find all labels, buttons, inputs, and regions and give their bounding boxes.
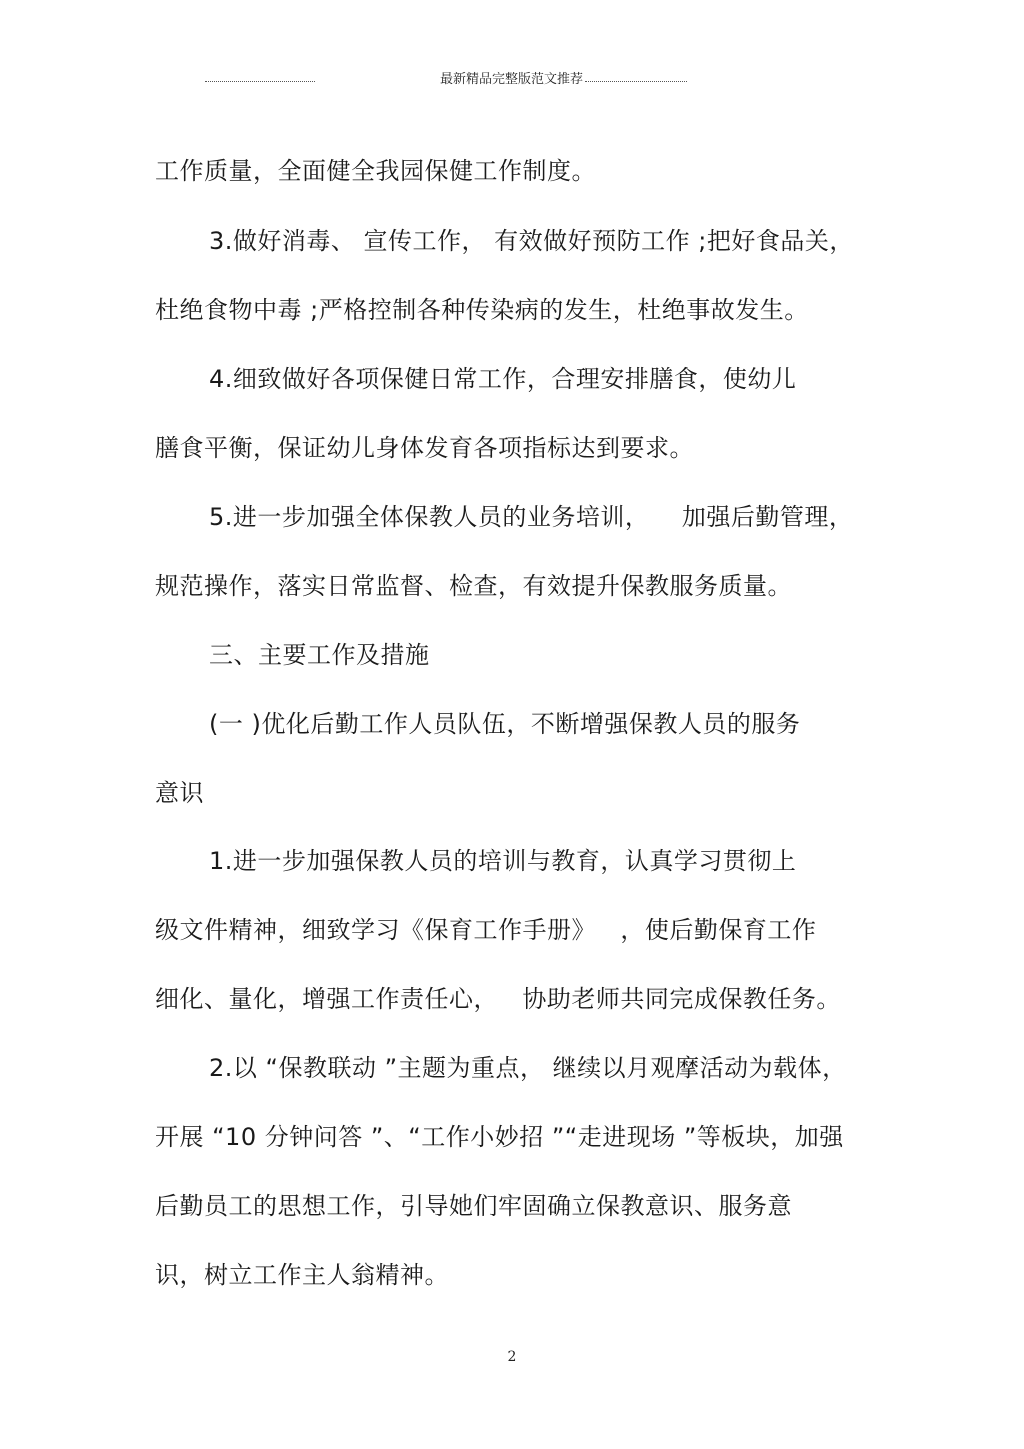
page-number: 2 <box>507 1349 517 1365</box>
body-line-1: 工作质量，全面健全我园保健工作制度。 <box>155 157 596 185</box>
header-dotted-line-left <box>205 81 315 82</box>
body-line-3: 杜绝食物中毒 ;严格控制各种传染病的发生，杜绝事故发生。 <box>155 296 809 324</box>
body-line-2: 3.做好消毒、 宣传工作， 有效做好预防工作 ;把好食品关， <box>209 227 854 255</box>
header-title: 最新精品完整版范文推荐 <box>440 72 584 87</box>
body-line-11: 1.进一步加强保教人员的培训与教育，认真学习贯彻上 <box>209 847 797 875</box>
section-heading: 三、主要工作及措施 <box>209 641 430 669</box>
header-dotted-line-right <box>585 81 687 82</box>
body-line-4: 4.细致做好各项保健日常工作，合理安排膳食，使幼儿 <box>209 365 797 393</box>
subsection-heading: (一 )优化后勤工作人员队伍，不断增强保教人员的服务 <box>209 710 801 738</box>
body-line-13: 细化、量化，增强工作责任心， 协助老师共同完成保教任务。 <box>155 985 841 1013</box>
body-line-7: 规范操作，落实日常监督、检查，有效提升保教服务质量。 <box>155 572 792 600</box>
body-line-16: 后勤员工的思想工作，引导她们牢固确立保教意识、服务意 <box>155 1192 792 1220</box>
body-line-10: 意识 <box>155 779 204 807</box>
body-line-6: 5.进一步加强全体保教人员的业务培训， 加强后勤管理， <box>209 503 854 531</box>
body-line-12: 级文件精神，细致学习《保育工作手册》 ，使后勤保育工作 <box>155 916 817 944</box>
body-line-14: 2.以 “保教联动 ”主题为重点， 继续以月观摩活动为载体， <box>209 1054 847 1082</box>
body-line-15: 开展 “10 分钟问答 ”、“工作小妙招 ”“走进现场 ”等板块，加强 <box>155 1123 844 1151</box>
page-header <box>205 70 687 90</box>
body-line-17: 识，树立工作主人翁精神。 <box>155 1261 449 1289</box>
body-line-5: 膳食平衡，保证幼儿身体发育各项指标达到要求。 <box>155 434 694 462</box>
